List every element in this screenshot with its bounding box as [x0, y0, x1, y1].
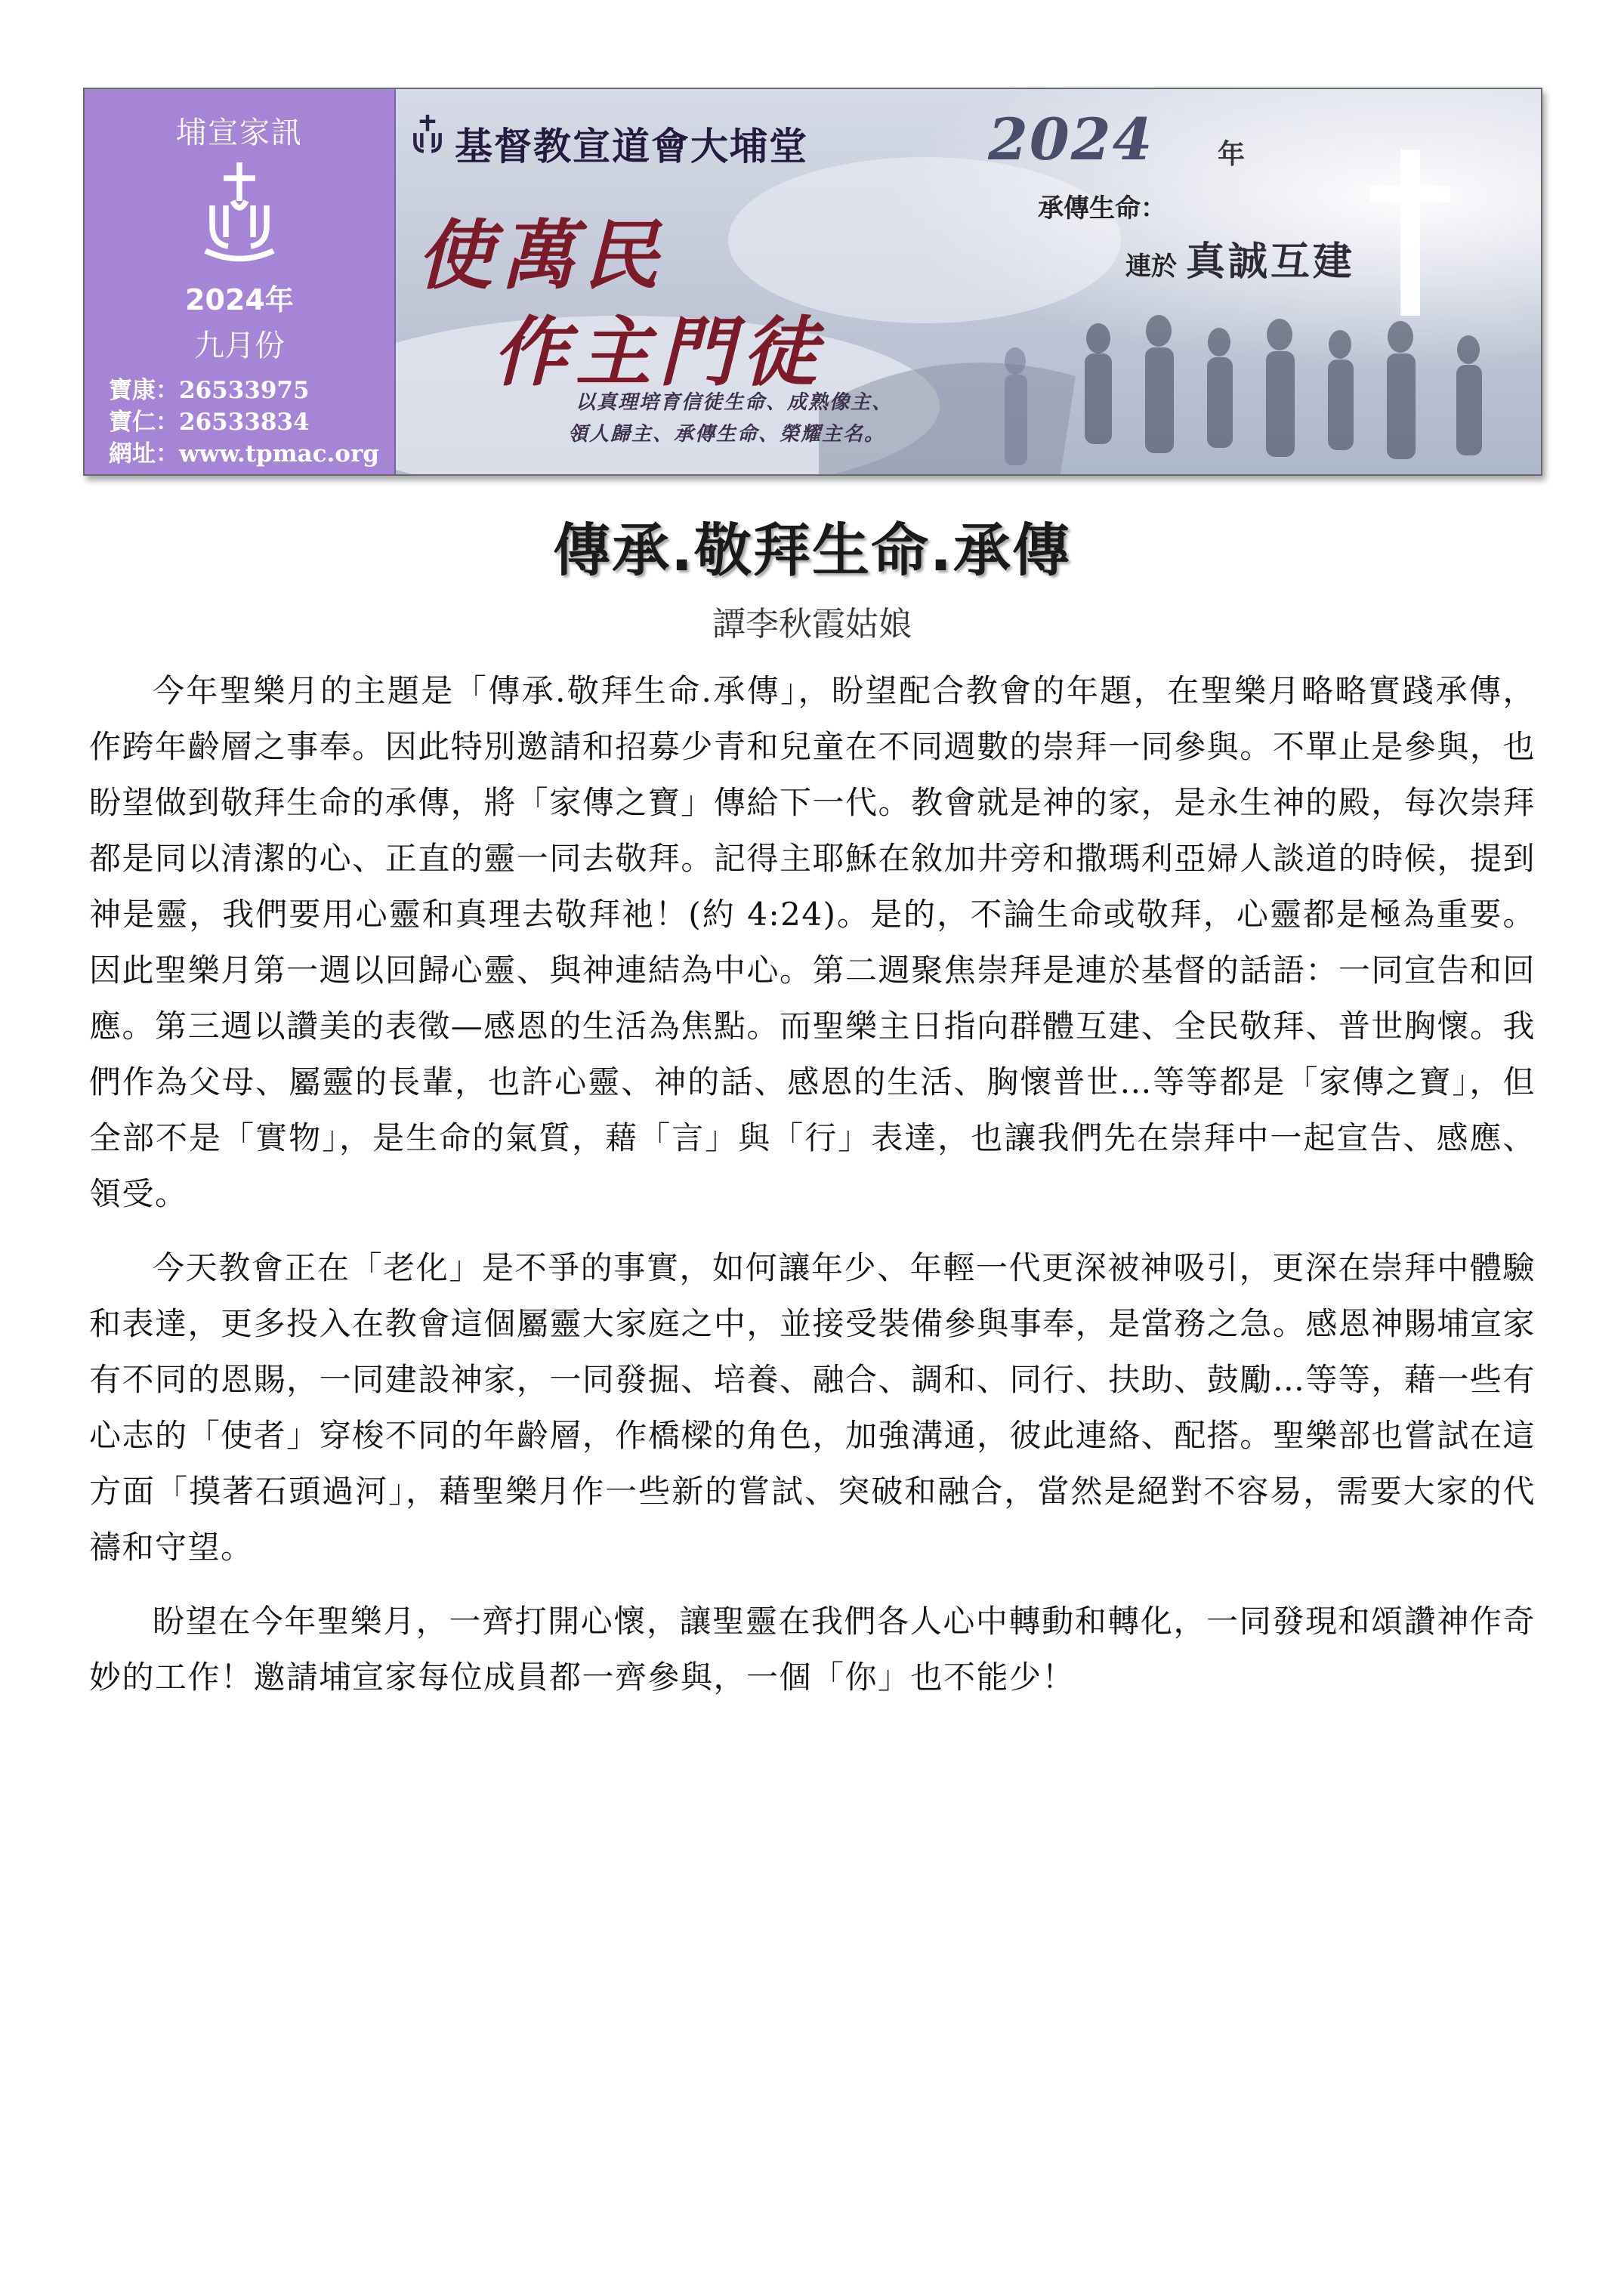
church-logo-icon	[183, 156, 296, 269]
article-body	[89, 663, 1536, 1724]
org-logo-icon	[403, 112, 452, 160]
motto-line2: 作主門徒	[492, 307, 825, 397]
website-link[interactable]: 網址：www.tpmac.org	[109, 440, 379, 468]
newsletter-title: 埔宣家訊	[176, 116, 303, 150]
annual-theme-line2: 連於 真誠互建	[1125, 239, 1355, 285]
contact-item: 寶仁：26533834	[109, 409, 310, 436]
theme-year-suffix: 年	[1218, 138, 1246, 170]
issue-year: 2024年	[185, 283, 294, 316]
church-name: 基督教宣道會大埔堂	[455, 125, 808, 168]
article-paragraph: 盼望在今年聖樂月，一齊打開心懷，讓聖靈在我們各人心中轉動和轉化，一同發現和頌讚神作奇妙的工作！邀請埔宣家每位成員都一齊參與，一個「你」也不能少！	[89, 1603, 1536, 1696]
annual-theme-line1: 承傳生命：	[1038, 193, 1166, 224]
newsletter-sidebar	[85, 89, 396, 474]
vision-line1: 以真理培育信徒生命、成熟像主、	[576, 391, 894, 414]
contact-list	[109, 375, 379, 470]
newsletter-banner	[83, 88, 1542, 476]
contact-item: 寶康：26533975	[109, 377, 310, 404]
article-title: 傳承.敬拜生命.承傳	[553, 517, 1071, 584]
motto-line1: 使萬民	[417, 211, 666, 300]
article-author: 譚李秋霞姑娘	[712, 605, 912, 643]
vision-line2: 領人歸主、承傳生命、榮耀主名。	[568, 423, 886, 446]
article-paragraph: 今年聖樂月的主題是「傳承.敬拜生命.承傳」，盼望配合教會的年題，在聖樂月略略實踐承傳，作跨年齡層之事奉。因此特別邀請和招募少青和兒童在不同週數的崇拜一同參與。不單止是參與，也盼望做到敬拜生命的承傳，將「家傳之寶」傳給下一代。教會就是神的家，是永生神的殿，每次崇拜都是同以清潔的心、正直的靈一同去敬拜。記得主耶穌在敘加井旁和撒瑪利亞婦人談道的時候，提到神是靈，我們要用心靈和真理去敬拜祂！(約 4:24)。是的，不論生命或敬拜，心靈都是極為重要。因此聖樂月第一週以回歸心靈、與神連結為中心。第二週聚焦崇拜是連於基督的話語：一同宣告和回應。第三週以讚美的表徵—感恩的生活為焦點。而聖樂主日指向群體互建、全民敬拜、普世胸懷。我們作為父母、屬靈的長輩，也許心靈、神的話、感恩的生活、胸懷普世…等等都是「家傳之寶」，但全部不是「實物」，是生命的氣質，藉「言」與「行」表達，也讓我們先在崇拜中一起宣告、感應、領受。	[89, 672, 1536, 1212]
article-paragraph: 今天教會正在「老化」是不爭的事實，如何讓年少、年輕一代更深被神吸引，更深在崇拜中體驗和表達，更多投入在教會這個屬靈大家庭之中，並接受裝備參與事奉，是當務之急。感恩神賜埔宣家有不同的恩賜，一同建設神家，一同發掘、培養、融合、調和、同行、扶助、鼓勵…等等，藉一些有心志的「使者」穿梭不同的年齡層，作橋樑的角色，加強溝通，彼此連絡、配搭。聖樂部也嘗試在這方面「摸著石頭過河」，藉聖樂月作一些新的嘗試、突破和融合，當然是絕對不容易，需要大家的代禱和守望。	[89, 1249, 1536, 1566]
theme-year: 2024	[988, 106, 1154, 173]
issue-month: 九月份	[194, 329, 285, 363]
